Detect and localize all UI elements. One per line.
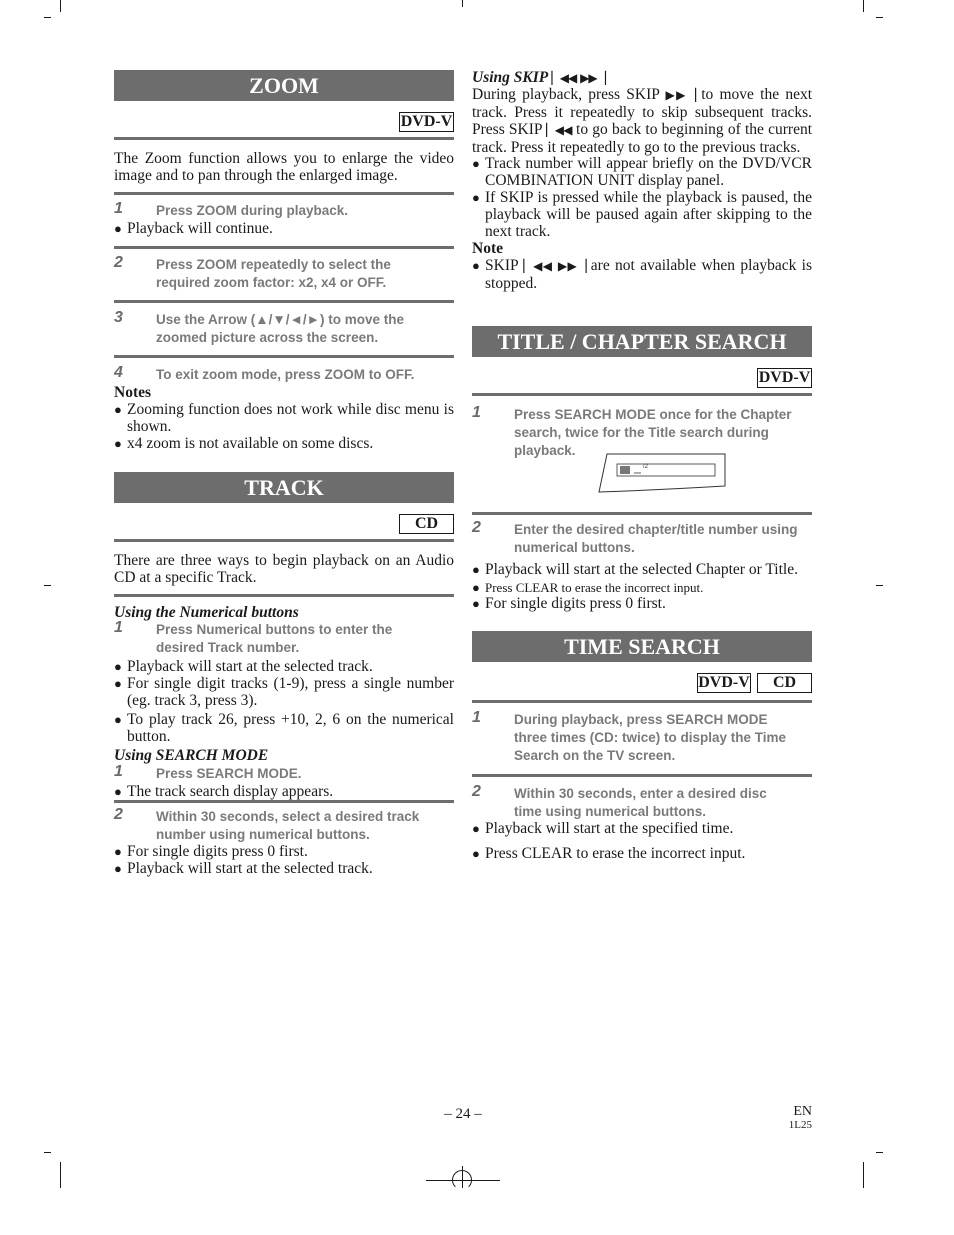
crop-mark xyxy=(863,1162,864,1188)
skip-bullet: ● If SKIP is pressed while the playback is paused, the playback will be paused again after skipping to the next track. xyxy=(472,189,812,240)
time-search-bullet: ● Press CLEAR to erase the incorrect input. xyxy=(472,845,746,862)
tv-screen-icon xyxy=(597,452,727,494)
skip-forward-icon: ▶▶▕ xyxy=(665,88,695,102)
numerical-step-1: 1 Press Numerical buttons to enter the desired Track number. xyxy=(114,619,393,655)
crop-mark xyxy=(60,0,61,12)
skip-note-label: Note xyxy=(472,240,503,257)
numerical-heading: Using the Numerical buttons xyxy=(114,604,299,621)
divider xyxy=(472,700,812,703)
search-mode-heading: Using SEARCH MODE xyxy=(114,747,269,764)
divider xyxy=(114,539,454,542)
title-chapter-header: TITLE / CHAPTER SEARCH xyxy=(472,326,812,357)
skip-note: ● SKIP ▏◀◀ ▶▶▕ are not available when playback is stopped. xyxy=(472,257,813,292)
divider xyxy=(114,355,454,358)
zoom-step-1: 1 Press ZOOM during playback. xyxy=(114,200,349,218)
track-intro: There are three ways to begin playback on an Audio CD at a specific Track. xyxy=(114,552,454,586)
zoom-dvd-badge: DVD-V xyxy=(400,113,453,130)
divider xyxy=(114,800,454,803)
divider xyxy=(114,594,454,597)
search-mode-bullet: ● The track search display appears. xyxy=(114,783,334,800)
search-mode-step-2: 2 Within 30 seconds, select a desired track number using numerical buttons. xyxy=(114,806,420,842)
title-chapter-step-1: 1 Press SEARCH MODE once for the Chapter search, twice for the Title search during playback. xyxy=(472,404,792,458)
crop-mark xyxy=(876,17,883,18)
page-number: – 24 – xyxy=(444,1106,482,1122)
crop-mark xyxy=(462,0,463,7)
title-chapter-bullet: ● For single digits press 0 first. xyxy=(472,595,666,612)
time-search-cd-badge: CD xyxy=(757,673,812,693)
zoom-step-4: 4 To exit zoom mode, press ZOOM to OFF. xyxy=(114,364,415,382)
skip-back-icon: ▏◀◀ xyxy=(523,259,553,273)
time-search-bullet: ● Playback will start at the specified time. xyxy=(472,820,734,837)
numerical-bullet: ● Playback will start at the selected track. xyxy=(114,658,373,675)
crop-mark xyxy=(44,17,51,18)
zoom-step-2: 2 Press ZOOM repeatedly to select the required zoom factor: x2, x4 or OFF. xyxy=(114,254,391,290)
search-mode-bullet: ● Playback will start at the selected track. xyxy=(114,860,373,877)
crop-mark xyxy=(44,1152,51,1153)
track-header: TRACK xyxy=(114,472,454,503)
numerical-bullet: ● To play track 26, press +10, 2, 6 on the numerical button. xyxy=(114,711,454,745)
divider xyxy=(114,137,454,140)
language-code: EN xyxy=(793,1104,812,1119)
search-display-illustration xyxy=(597,452,727,494)
zoom-note: ● Zooming function does not work while disc menu is shown. xyxy=(114,401,454,435)
zoom-intro: The Zoom function allows you to enlarge the video image and to pan through the enlarged image. xyxy=(114,150,454,184)
time-search-header: TIME SEARCH xyxy=(472,631,812,662)
model-code: 1L25 xyxy=(788,1119,812,1131)
numerical-bullet: ● For single digit tracks (1-9), press a single number (eg. track 3, press 3). xyxy=(114,675,454,709)
divider xyxy=(472,774,812,777)
title-chapter-step-2: 2 Enter the desired chapter/title number using numerical buttons. xyxy=(472,519,798,555)
divider xyxy=(472,393,812,396)
divider xyxy=(114,246,454,249)
zoom-note: ● x4 zoom is not available on some discs. xyxy=(114,435,374,452)
crop-mark xyxy=(876,585,883,586)
search-mode-step-1: 1 Press SEARCH MODE. xyxy=(114,763,302,781)
divider xyxy=(472,512,812,515)
skip-paragraph: During playback, press SKIP ▶▶▕ to move the next track. Press it repeatedly to skip subsequent tracks. Press SKIP ▏◀◀ to go back to beginning of the current track. Press it repeatedly to go to the previous tracks. xyxy=(472,86,813,156)
skip-back-icon: ▏◀◀ xyxy=(546,123,572,137)
crop-mark xyxy=(44,585,51,586)
registration-circle xyxy=(452,1170,472,1190)
zoom-step1-bullet: ● Playback will continue. xyxy=(114,220,273,237)
crop-mark xyxy=(863,0,864,12)
time-search-step-1: 1 During playback, press SEARCH MODE three times (CD: twice) to display the Time Search on the TV screen. xyxy=(472,709,787,763)
track-cd-badge: CD xyxy=(399,514,454,534)
title-chapter-bullet: ● Playback will start at the selected Chapter or Title. xyxy=(472,561,798,578)
title-chapter-dvd-badge: DVD-V xyxy=(758,369,811,386)
time-search-dvd-badge: DVD-V xyxy=(698,674,750,691)
skip-bullet: ● Track number will appear briefly on the DVD/VCR COMBINATION UNIT display panel. xyxy=(472,155,812,189)
skip-forward-icon: ▶▶▕ xyxy=(580,71,605,85)
title-chapter-bullet: ● Press CLEAR to erase the incorrect input. xyxy=(472,580,704,595)
time-search-step-2: 2 Within 30 seconds, enter a desired disc time using numerical buttons. xyxy=(472,783,767,819)
skip-back-icon: ▏◀◀ xyxy=(551,71,577,85)
skip-heading: Using SKIP ▏◀◀ ▶▶▕ xyxy=(472,69,605,86)
display-code: /2 xyxy=(643,464,649,470)
zoom-step-3: 3 Use the Arrow (▲/▼/◄/►) to move the zoomed picture across the screen. xyxy=(114,309,404,345)
zoom-notes-label: Notes xyxy=(114,384,152,401)
crop-mark xyxy=(876,1152,883,1153)
search-mode-bullet: ● For single digits press 0 first. xyxy=(114,843,308,860)
divider xyxy=(114,192,454,195)
divider xyxy=(114,300,454,303)
crop-mark xyxy=(60,1162,61,1188)
skip-forward-icon: ▶▶▕ xyxy=(557,259,586,273)
zoom-header: ZOOM xyxy=(114,70,454,101)
